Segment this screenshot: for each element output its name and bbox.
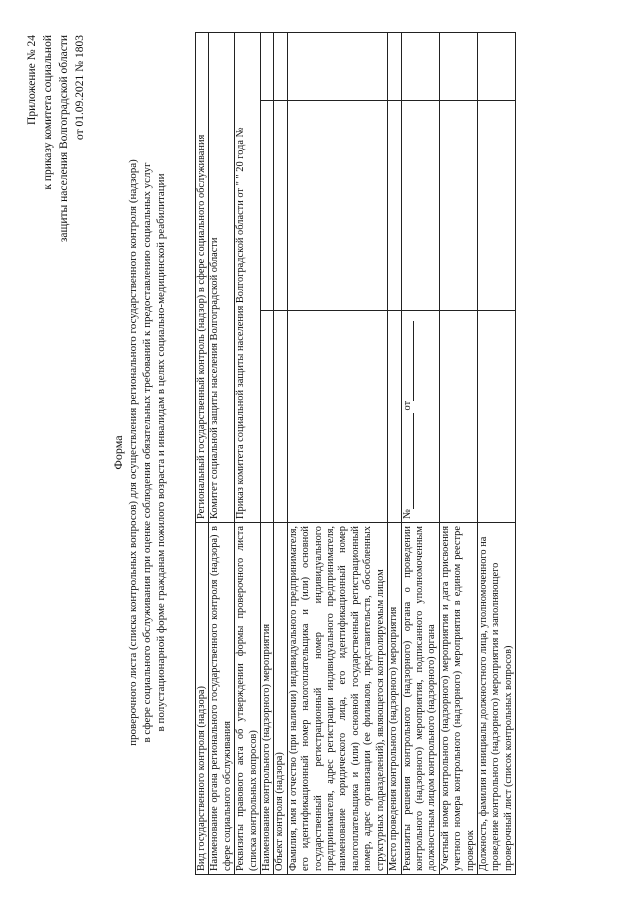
- row-label: Наименование контрольного (надзорного) мероприятия: [261, 523, 274, 875]
- row-value-cell[interactable]: [287, 33, 387, 101]
- row-value-cell[interactable]: [401, 33, 439, 101]
- row-value-cell[interactable]: [388, 101, 401, 311]
- title-line-1: проверочного листа (списка контрольных вопросов) для осуществления регионального государственного контроля (надзора): [127, 159, 139, 746]
- row-label: Фамилия, имя и отчество (при наличии) индивидуального предпринимателя, его идентификационный номер налогоплательщика и (или) основной государственный регистрационный номер индивидуального предпринимателя, адрес регистрации индивидуального предпринимателя, наименование юридического лица, его идентификационный номер налогоплательщика и (или) основной государственный регистрационный номер, адрес организации (ее филиалов, представительств, обособленных структурных подразделений), являющегося контролируемым лицом: [287, 523, 387, 875]
- row-label: Вид государственного контроля (надзора): [196, 523, 209, 875]
- row-label: Должность, фамилия и инициалы должностного лица, уполномоченного на проведение контрольного (надзорного) мероприятия и заполняющего проверочный лист (список контрольных вопросов): [477, 523, 515, 875]
- row-value-cell[interactable]: [274, 101, 287, 311]
- row-official: [477, 33, 515, 875]
- row-value-cell[interactable]: [287, 311, 387, 523]
- row-value-cell[interactable]: [287, 101, 387, 311]
- decision-number-cell[interactable]: [401, 311, 439, 523]
- row-label: Реквизиты решения контрольного (надзорного) органа о проведении контрольного (надзорного) мероприятия, подписанного уполномоченным должностным лицом контрольного (надзорного) органа: [401, 523, 439, 875]
- document-title: [110, 60, 168, 845]
- row-value-cell[interactable]: [439, 33, 477, 101]
- from-label: от: [401, 400, 413, 411]
- row-value-cell[interactable]: [261, 33, 274, 101]
- row-value-cell[interactable]: [274, 33, 287, 101]
- appendix-committee: защиты населения Волгоградской области: [58, 35, 70, 243]
- appendix-number: Приложение № 24: [26, 35, 38, 125]
- row-event-place: [388, 33, 401, 875]
- row-label: Объект контроля (надзора): [274, 523, 287, 875]
- row-label: Наименование органа регионального государственного контроля (надзора) в сфере социального обслуживания: [209, 523, 235, 875]
- date-blank[interactable]: [413, 321, 414, 401]
- title-line-3: в полустационарной форме гражданам пожилого возраста и инвалидам в целях социально-медицинской реабилитации: [155, 173, 167, 732]
- row-value-cell[interactable]: [477, 311, 515, 523]
- form-table: [195, 32, 516, 875]
- row-value: Приказ комитета социальной защиты населения Волгоградской области от " " 20 года №: [235, 33, 261, 523]
- row-registry-number: [439, 33, 477, 875]
- row-legal-act: [235, 33, 261, 875]
- row-value-cell[interactable]: [274, 311, 287, 523]
- row-control-object: [274, 33, 287, 875]
- appendix-date: от 01.09.2021 № 1803: [74, 35, 86, 140]
- row-value-cell[interactable]: [401, 101, 439, 311]
- row-value-cell[interactable]: [261, 311, 274, 523]
- row-value: Региональный государственный контроль (надзор) в сфере социального обслуживания: [196, 33, 209, 523]
- form-heading: Форма: [111, 435, 125, 470]
- row-value: Комитет социальной защиты населения Волгоградской области: [209, 33, 235, 523]
- row-event-name: [261, 33, 274, 875]
- appendix-header: [24, 35, 88, 242]
- row-value-cell[interactable]: [477, 101, 515, 311]
- row-value-cell[interactable]: [261, 101, 274, 311]
- number-blank[interactable]: [413, 413, 414, 509]
- row-value-cell[interactable]: [388, 311, 401, 523]
- row-label: Учетный номер контрольного (надзорного) мероприятия и дата присвоения учетного номера контрольного (надзорного) мероприятия в едином реестре проверок: [439, 523, 477, 875]
- row-value-cell[interactable]: [388, 33, 401, 101]
- row-controlled-person: [287, 33, 387, 875]
- title-line-2: в сфере социального обслуживания при оценке соблюдения обязательных требований к предоставлению социальных услуг: [141, 162, 153, 743]
- row-decision-details: [401, 33, 439, 875]
- row-value-cell[interactable]: [439, 101, 477, 311]
- row-authority-name: [209, 33, 235, 875]
- appendix-order-ref: к приказу комитета социальной: [42, 35, 54, 190]
- row-control-type: [196, 33, 209, 875]
- row-label: Место проведения контрольного (надзорного) мероприятия: [388, 523, 401, 875]
- row-label: Реквизиты правового акта об утверждении формы проверочного листа (списка контрольных вопросов): [235, 523, 261, 875]
- row-value-cell[interactable]: [439, 311, 477, 523]
- row-value-cell[interactable]: [477, 33, 515, 101]
- number-sign: №: [401, 509, 413, 519]
